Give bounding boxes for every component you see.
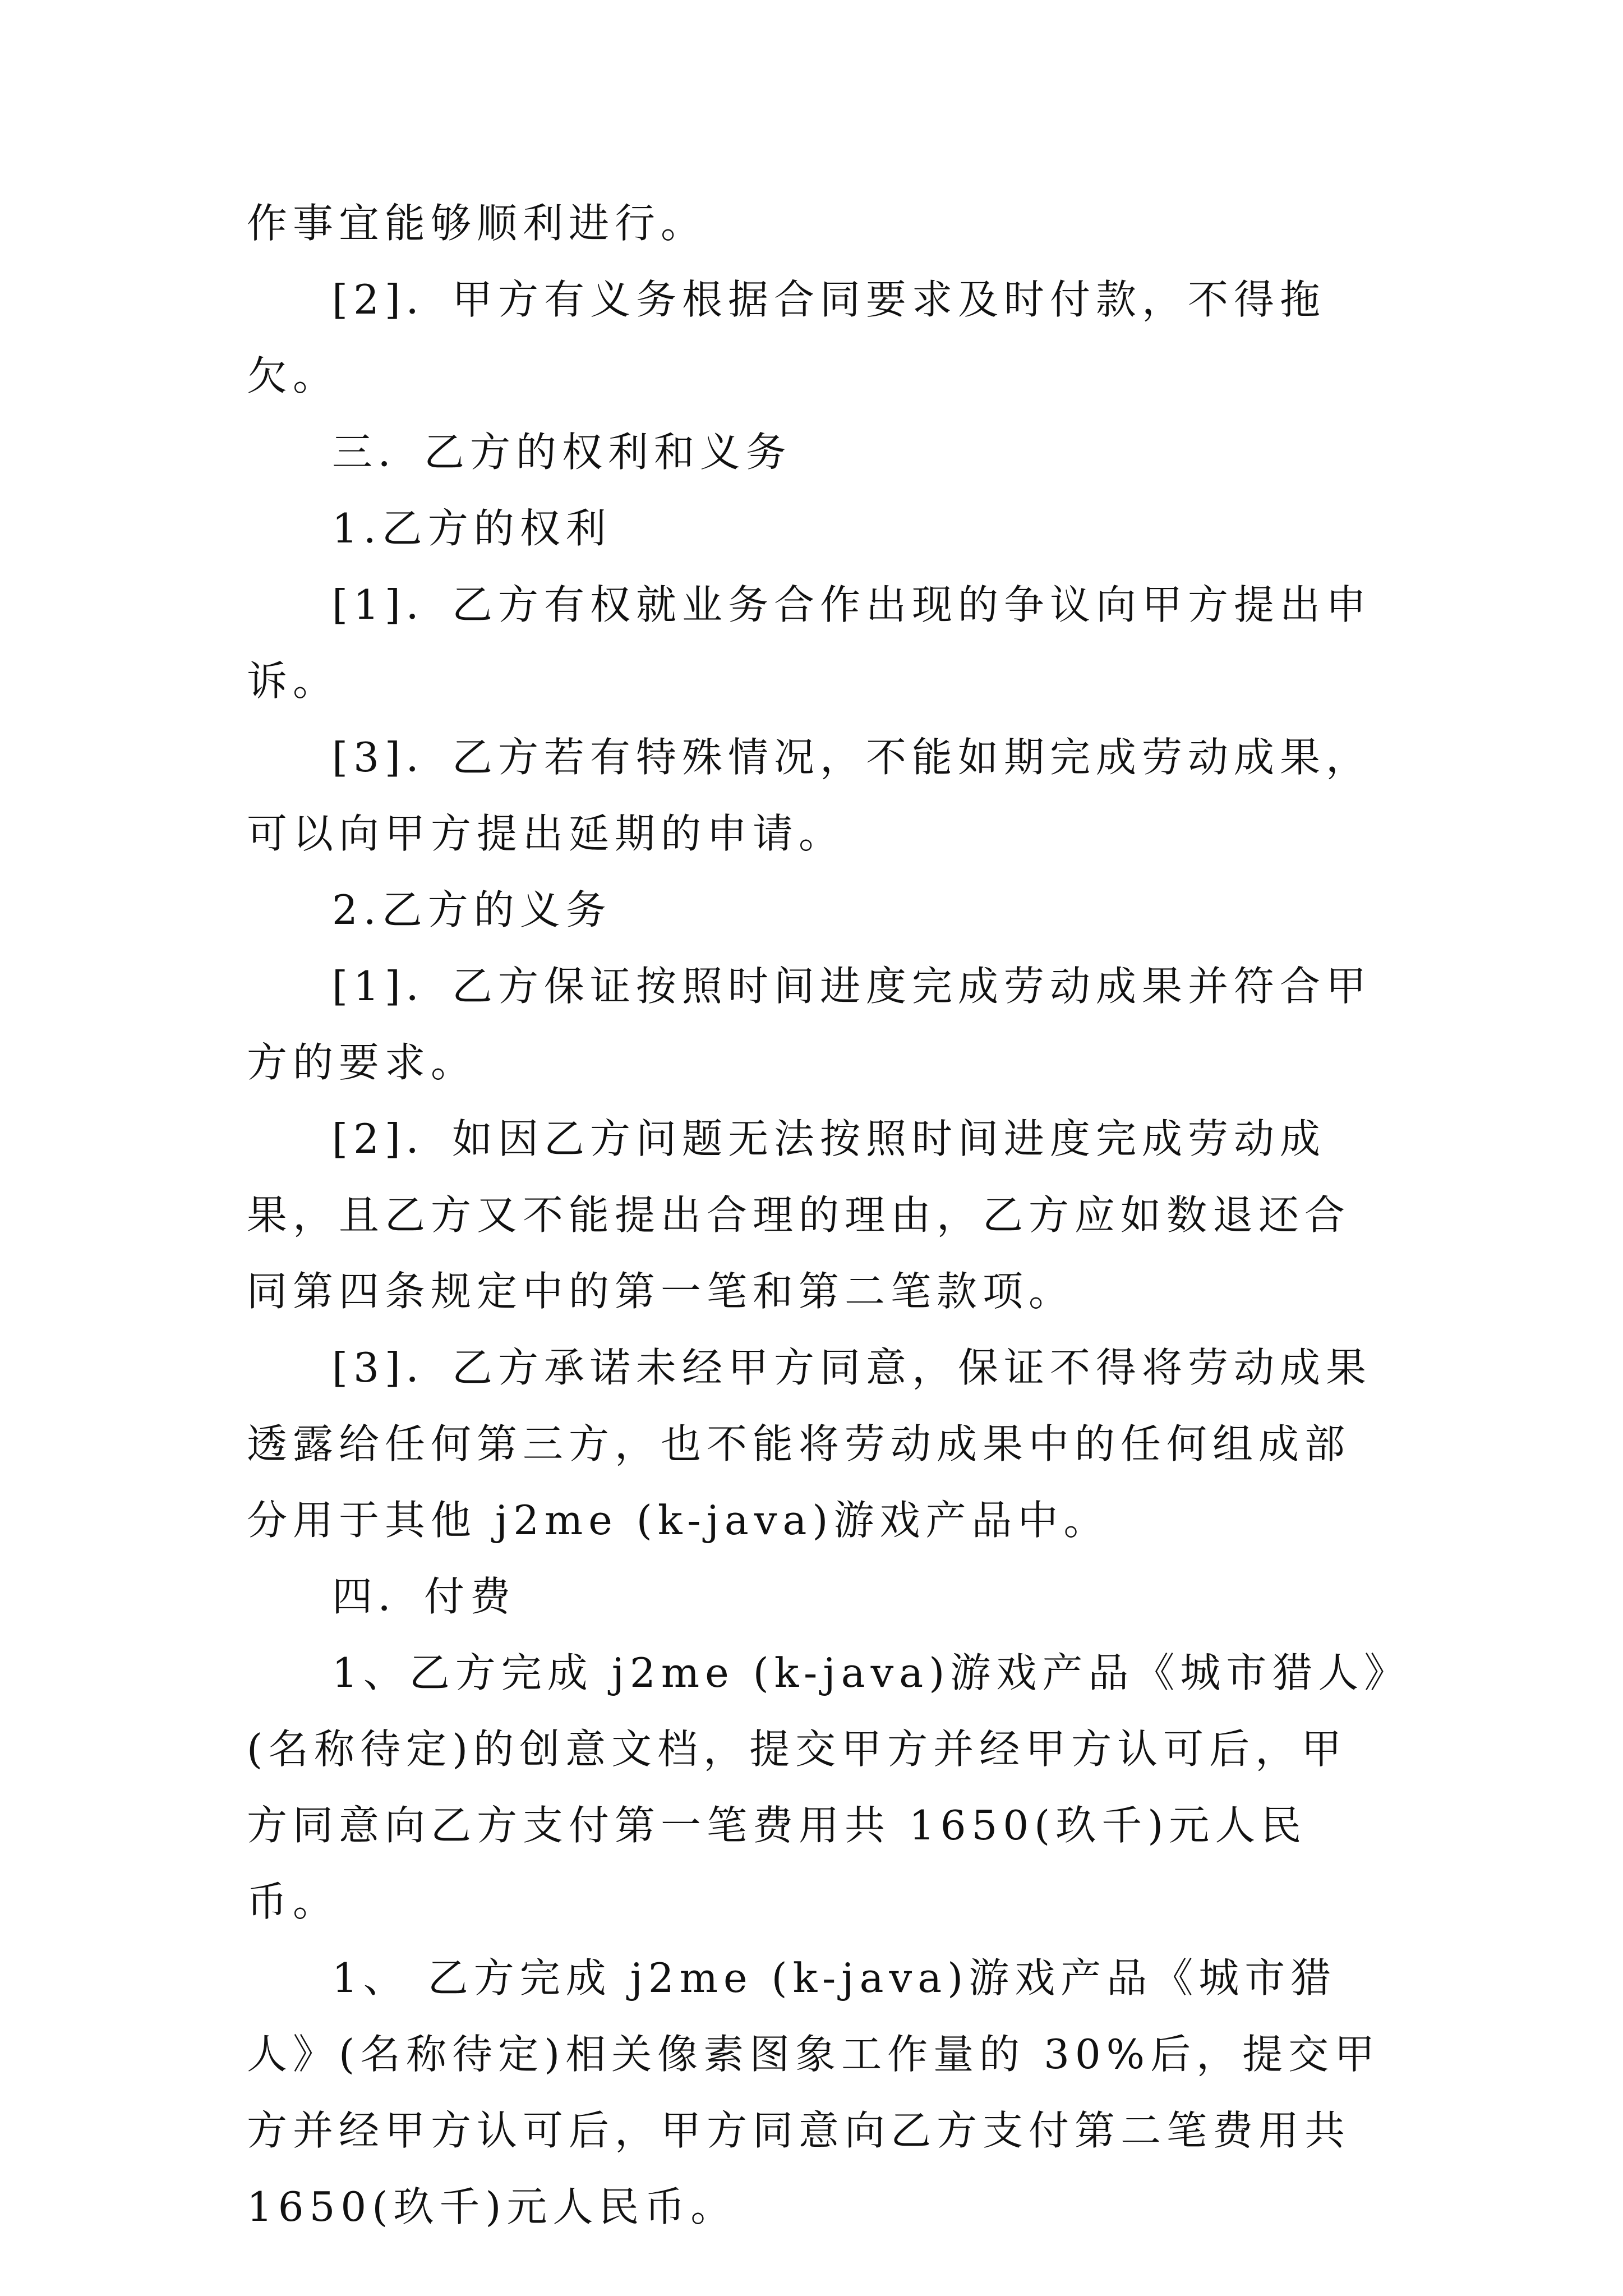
section-heading-payment: 四．付费 bbox=[332, 1573, 517, 1620]
document-body bbox=[247, 185, 1391, 2245]
subheading-party-b-rights: 1.乙方的权利 bbox=[332, 505, 612, 552]
paragraph-continuation: 作事宜能够顺利进行。 bbox=[247, 200, 707, 247]
paragraph-party-b-right-3: [3]．乙方若有特殊情况，不能如期完成劳动成果，可以向甲方提出延期的申请。 bbox=[247, 734, 1372, 857]
section-heading-party-b-rights-duties: 三．乙方的权利和义务 bbox=[332, 429, 792, 476]
paragraph-payment-2: 1、 乙方完成 j2me (k-java)游戏产品《城市猎人》(名称待定)相关像素图象工作量的 30%后，提交甲方并经甲方认可后，甲方同意向乙方支付第二笔费用共 1650(玖千)元人民币。 bbox=[247, 1954, 1381, 2230]
paragraph-party-b-duty-1: [1]．乙方保证按照时间进度完成劳动成果并符合甲方的要求。 bbox=[247, 963, 1372, 1086]
paragraph-payment-1: 1、乙方完成 j2me (k-java)游戏产品《城市猎人》(名称待定)的创意文档，提交甲方并经甲方认可后，甲方同意向乙方支付第一笔费用共 1650(玖千)元人民币。 bbox=[247, 1649, 1390, 1925]
paragraph-party-a-duty-2: [2]．甲方有义务根据合同要求及时付款，不得拖欠。 bbox=[247, 276, 1326, 399]
paragraph-party-b-duty-3: [3]．乙方承诺未经甲方同意，保证不得将劳动成果透露给任何第三方，也不能将劳动成果中的任何组成部分用于其他 j2me (k-java)游戏产品中。 bbox=[247, 1344, 1372, 1544]
paragraph-party-b-duty-2: [2]．如因乙方问题无法按照时间进度完成劳动成果，且乙方又不能提出合理的理由，乙方应如数退还合同第四条规定中的第一笔和第二笔款项。 bbox=[247, 1115, 1351, 1315]
paragraph-party-b-right-1: [1]．乙方有权就业务合作出现的争议向甲方提出申诉。 bbox=[247, 581, 1372, 705]
subheading-party-b-duties: 2.乙方的义务 bbox=[332, 886, 612, 933]
